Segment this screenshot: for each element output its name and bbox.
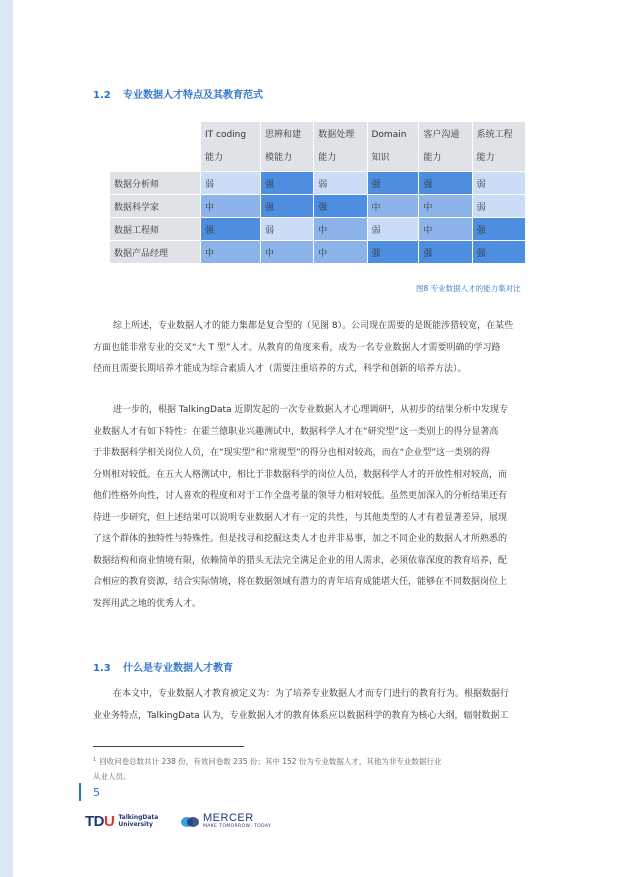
tdu-subtitle: TalkingData University [118,814,159,828]
table-header-row [110,122,525,171]
column-header-modeling: 思辨和建 模能力 [261,122,313,171]
table-cell: 强 [368,241,419,263]
text-line: 径而且需要长期培养才能成为综合素质人才（需要注重培养的方式，科学和创新的培养方法）。 [93,364,467,374]
text-line: 数据结构和商业情境有限，依赖简单的猎头无法完全满足企业的用人需求，必须依靠深度的教育培养，配 [93,555,508,566]
column-header-data-processing: 数据处理 能力 [314,122,366,171]
mercer-logo [180,813,271,830]
column-header-domain: Domain 知识 [368,122,419,171]
table-cell: 中 [419,218,471,240]
column-header-client-communication: 客户沟通 能力 [419,122,471,171]
table-cell: 强 [314,195,366,217]
table-cell: 弱 [368,218,419,240]
text-line: 待进一步研究，但上述结果可以说明专业数据人才有一定的共性，与其他类型的人才有着显著差异，展现 [93,512,508,523]
text-line: 他们性格外向性，讨人喜欢的程度和对于工作全盘考量的领导力相对较低。虽然更加深入的分析结果还有 [93,491,508,501]
table-cell: 强 [201,218,260,240]
table-cell: 弱 [261,218,313,240]
column-header-systems-engineering: 系统工程 能力 [473,122,525,171]
footnote-line: 从业人员。 [93,772,131,781]
mercer-text [203,813,271,830]
footnote-line: $^1$ 回收问卷总数共计 238 份，有效问卷数 235 份；其中 152 份为专业数据人才，其他为非专业数据行业 [93,757,442,766]
paragraph-definition [93,684,528,727]
row-role: 数据科学家 [110,195,200,217]
footnote-divider [93,746,244,747]
table-cell: 强 [419,241,471,263]
page-number-rule [79,783,81,801]
table-corner-cell [110,122,200,171]
table-cell: 强 [473,241,525,263]
table-cell: 弱 [201,172,260,194]
left-margin-band [0,0,13,877]
text-line: 方面也能非常专业的交叉“大 T 型”人才。从教育的角度来看，成为一名专业数据人才需要明确的学习路 [93,342,501,353]
text-line: 发挥用武之地的优秀人才。 [93,598,202,609]
table-cell: 中 [201,195,260,217]
row-role: 数据工程师 [110,218,200,240]
table-cell: 中 [419,195,471,217]
table-cell: 强 [473,218,525,240]
table-row [110,241,525,263]
table-cell: 弱 [314,172,366,194]
row-role: 数据产品经理 [110,241,200,263]
capability-table [109,121,526,264]
table-cell: 强 [419,172,471,194]
tdu-wordmark: TDU [85,813,115,830]
section-number: 1.2 [93,90,111,101]
table-cell: 中 [314,218,366,240]
footnote [93,753,528,784]
section-title: 什么是专业数据人才教育 [123,663,233,674]
table-row [110,195,525,217]
table-cell: 中 [368,195,419,217]
table-cell: 弱 [473,172,525,194]
table-row [110,172,525,194]
footnote-mark: 1 [93,757,97,763]
section-heading-1-3 [93,659,233,674]
text-line: 分则相对较低。在五大人格测试中，相比于非数据科学的岗位人员，数据科学人才的开放性相对较高，而 [93,469,508,480]
paragraph-summary [93,316,528,381]
table-cell: 中 [201,241,260,263]
column-header-it-coding: IT coding 能力 [201,122,260,171]
text-line: 进一步的，根据 TalkingData 近期发起的一次专业数据人才心理调研¹，从初步的结果分析中发现专 [113,405,508,415]
text-line: 在本文中，专业数据人才教育被定义为：为了培养专业数据人才而专门进行的教育行为。根据数据行 [113,689,510,699]
section-number: 1.3 [93,663,111,674]
text-line: 综上所述，专业数据人才的能力集都是复合型的（见图 8）。公司现在需要的是既能涉猎较宽，在某些 [113,321,514,331]
mercer-name: MERCER [203,812,254,824]
paragraph-survey [93,400,528,615]
section-title: 专业数据人才特点及其教育范式 [123,90,263,101]
section-heading-1-2 [93,86,263,101]
text-line: 业业务特点，TalkingData 认为，专业数据人才的教育体系应以数据科学的教育为核心大纲，辐射数据工 [93,710,509,721]
text-line: 合相应的教育资源，结合实际情境，将在数据领域有潜力的青年培育成能堪大任，能够在不同数据岗位上 [93,577,508,587]
mercer-tagline: MAKE TOMORROW, TODAY [203,824,272,829]
table-cell: 中 [314,241,366,263]
table-cell: 强 [261,172,313,194]
table-cell: 强 [368,172,419,194]
row-role: 数据分析师 [110,172,200,194]
text-line: 于非数据科学相关岗位人员，在“现实型”和“常规型”的得分也相对较高，而在“企业型”这一类别的得 [93,448,490,458]
page-number: 5 [93,786,100,799]
figure-caption: 图8 专业数据人才的能力集对比 [416,284,521,293]
mercer-mark-icon [180,816,200,828]
text-line: 了这个群体的独特性与特殊性。但是找寻和挖掘这类人才也并非易事，加之不同企业的数据人才所熟悉的 [93,534,508,544]
table-cell: 弱 [473,195,525,217]
text-line: 业数据人才有如下特性：在霍兰德职业兴趣测试中，数据科学人才在“研究型”这一类别上的得分显著高 [93,426,499,437]
table-row [110,218,525,240]
table-cell: 中 [261,241,313,263]
tdu-logo [85,813,158,830]
table-cell: 强 [261,195,313,217]
